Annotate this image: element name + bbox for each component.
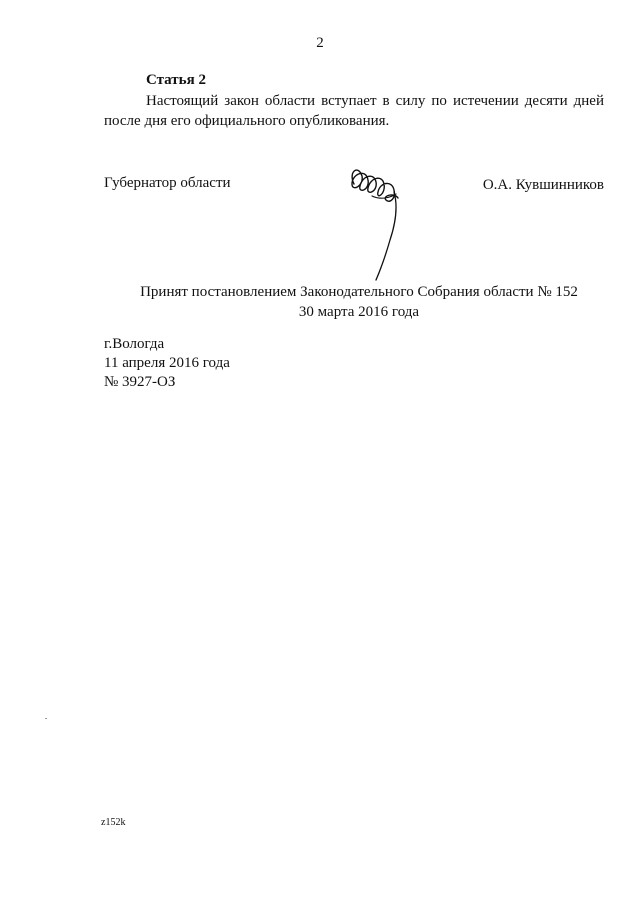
scan-speck [45, 718, 47, 719]
governor-title: Губернатор области [104, 175, 231, 191]
signing-date: 11 апреля 2016 года [104, 355, 230, 371]
law-number: № 3927-ОЗ [104, 374, 176, 390]
handwritten-signature [344, 162, 408, 288]
page-number: 2 [316, 35, 324, 51]
adoption-line-2: 30 марта 2016 года [298, 304, 420, 320]
article-body: Настоящий закон области вступает в силу по истечении десяти дней после дня его официального опубликования. [104, 93, 604, 129]
document-code: z152k [101, 817, 126, 828]
city: г.Вологда [104, 336, 165, 352]
adoption-line-1: Принят постановлением Законодательного Собрания области № 152 [140, 284, 578, 300]
adoption-note [0, 282, 640, 322]
article-title: Статья 2 [146, 72, 206, 88]
place-date-number [104, 335, 230, 392]
governor-name: О.А. Кувшинников [482, 177, 604, 193]
